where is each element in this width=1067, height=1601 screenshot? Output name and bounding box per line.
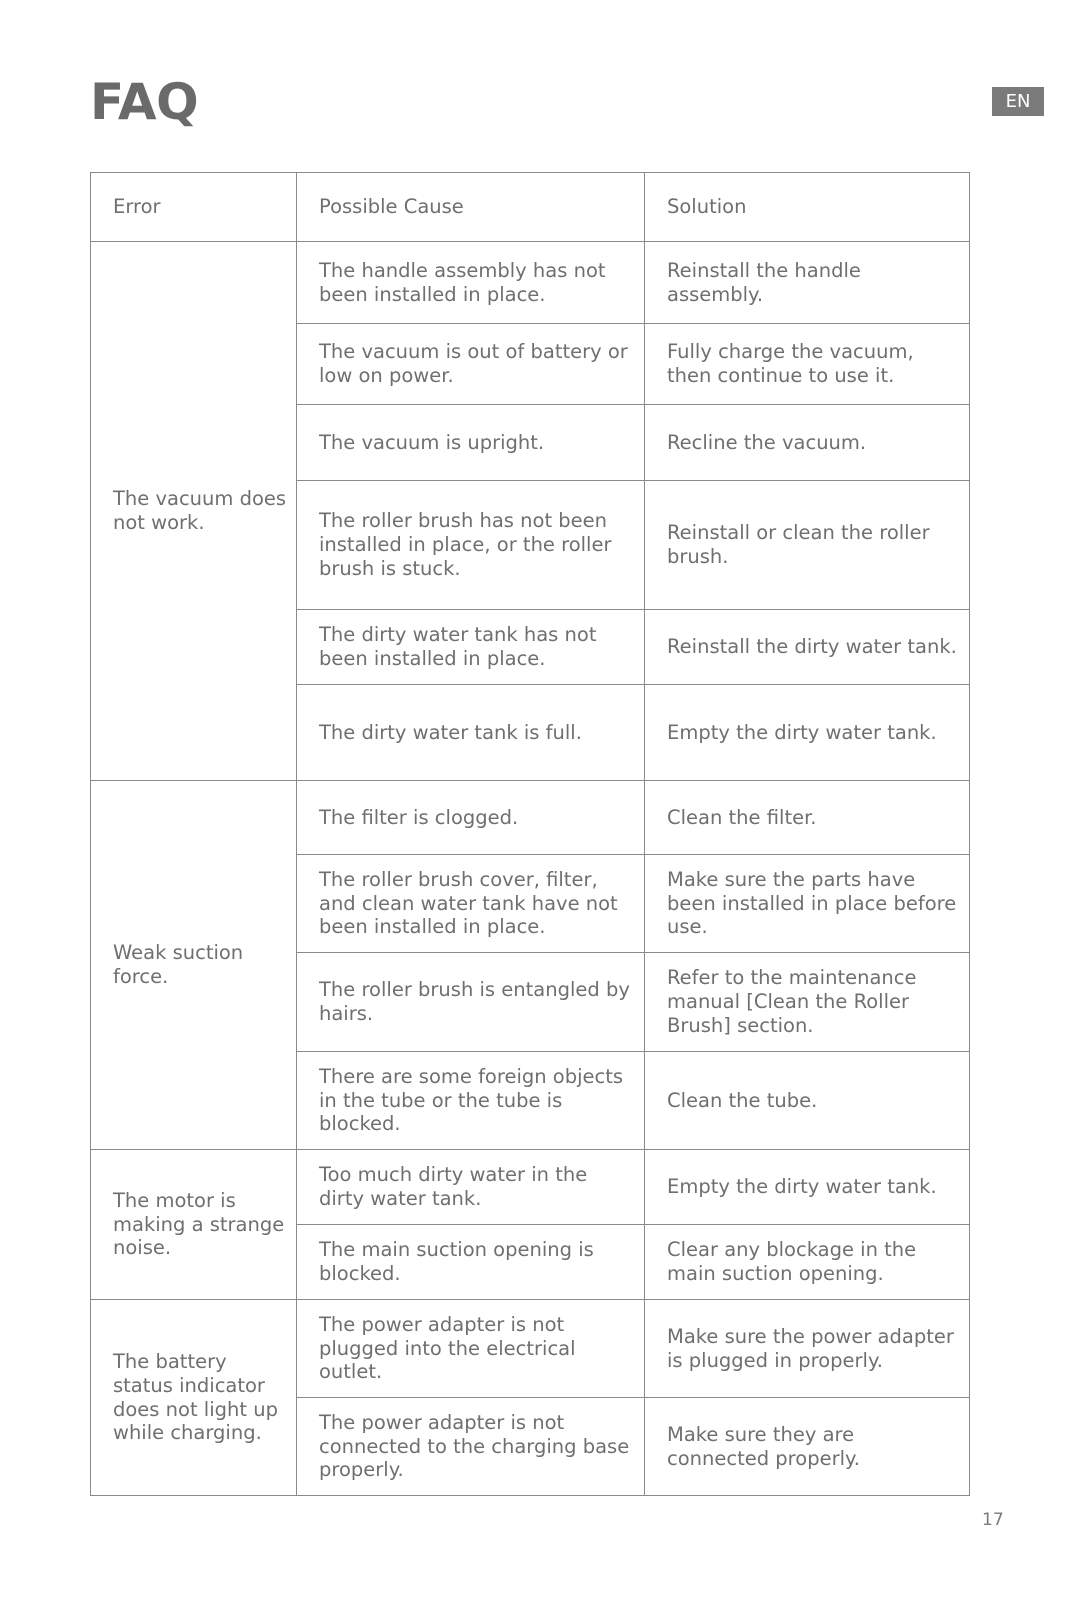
cause-cell: The power adapter is not plugged into the electrical outlet. xyxy=(297,1300,645,1398)
faq-table xyxy=(90,172,970,1496)
language-badge: EN xyxy=(992,87,1044,116)
page-number: 17 xyxy=(982,1510,1004,1530)
table-row xyxy=(91,1300,970,1398)
table-row xyxy=(91,781,970,855)
page-title: FAQ xyxy=(90,73,199,131)
cause-cell: The filter is clogged. xyxy=(297,781,645,855)
cause-cell: The roller brush is entangled by hairs. xyxy=(297,953,645,1052)
cause-cell: The dirty water tank is full. xyxy=(297,685,645,781)
cause-cell: There are some foreign objects in the tube or the tube is blocked. xyxy=(297,1052,645,1150)
solution-cell: Reinstall or clean the roller brush. xyxy=(645,481,970,610)
solution-cell: Empty the dirty water tank. xyxy=(645,1150,970,1225)
cause-cell: The roller brush has not been installed in place, or the roller brush is stuck. xyxy=(297,481,645,610)
solution-cell: Clean the tube. xyxy=(645,1052,970,1150)
cause-cell: Too much dirty water in the dirty water tank. xyxy=(297,1150,645,1225)
cause-cell: The roller brush cover, filter, and clean water tank have not been installed in place. xyxy=(297,855,645,953)
cause-cell: The dirty water tank has not been installed in place. xyxy=(297,610,645,685)
cause-cell: The vacuum is upright. xyxy=(297,405,645,481)
column-header-possible-cause: Possible Cause xyxy=(297,173,645,242)
column-header-error: Error xyxy=(91,173,297,242)
solution-cell: Empty the dirty water tank. xyxy=(645,685,970,781)
solution-cell: Clean the filter. xyxy=(645,781,970,855)
cause-cell: The main suction opening is blocked. xyxy=(297,1225,645,1300)
error-cell: The motor is making a strange noise. xyxy=(91,1150,297,1300)
cause-cell: The power adapter is not connected to the charging base properly. xyxy=(297,1398,645,1496)
solution-cell: Clear any blockage in the main suction opening. xyxy=(645,1225,970,1300)
solution-cell: Reinstall the handle assembly. xyxy=(645,242,970,324)
error-cell: Weak suction force. xyxy=(91,781,297,1150)
error-cell: The vacuum does not work. xyxy=(91,242,297,781)
error-cell: The battery status indicator does not light up while charging. xyxy=(91,1300,297,1496)
solution-cell: Reinstall the dirty water tank. xyxy=(645,610,970,685)
solution-cell: Recline the vacuum. xyxy=(645,405,970,481)
solution-cell: Make sure the power adapter is plugged in properly. xyxy=(645,1300,970,1398)
column-header-solution: Solution xyxy=(645,173,970,242)
cause-cell: The vacuum is out of battery or low on power. xyxy=(297,324,645,405)
cause-cell: The handle assembly has not been installed in place. xyxy=(297,242,645,324)
solution-cell: Make sure the parts have been installed in place before use. xyxy=(645,855,970,953)
solution-cell: Fully charge the vacuum, then continue to use it. xyxy=(645,324,970,405)
solution-cell: Make sure they are connected properly. xyxy=(645,1398,970,1496)
table-header-row xyxy=(91,173,970,242)
solution-cell: Refer to the maintenance manual [Clean the Roller Brush] section. xyxy=(645,953,970,1052)
table-row xyxy=(91,242,970,324)
table-row xyxy=(91,1150,970,1225)
